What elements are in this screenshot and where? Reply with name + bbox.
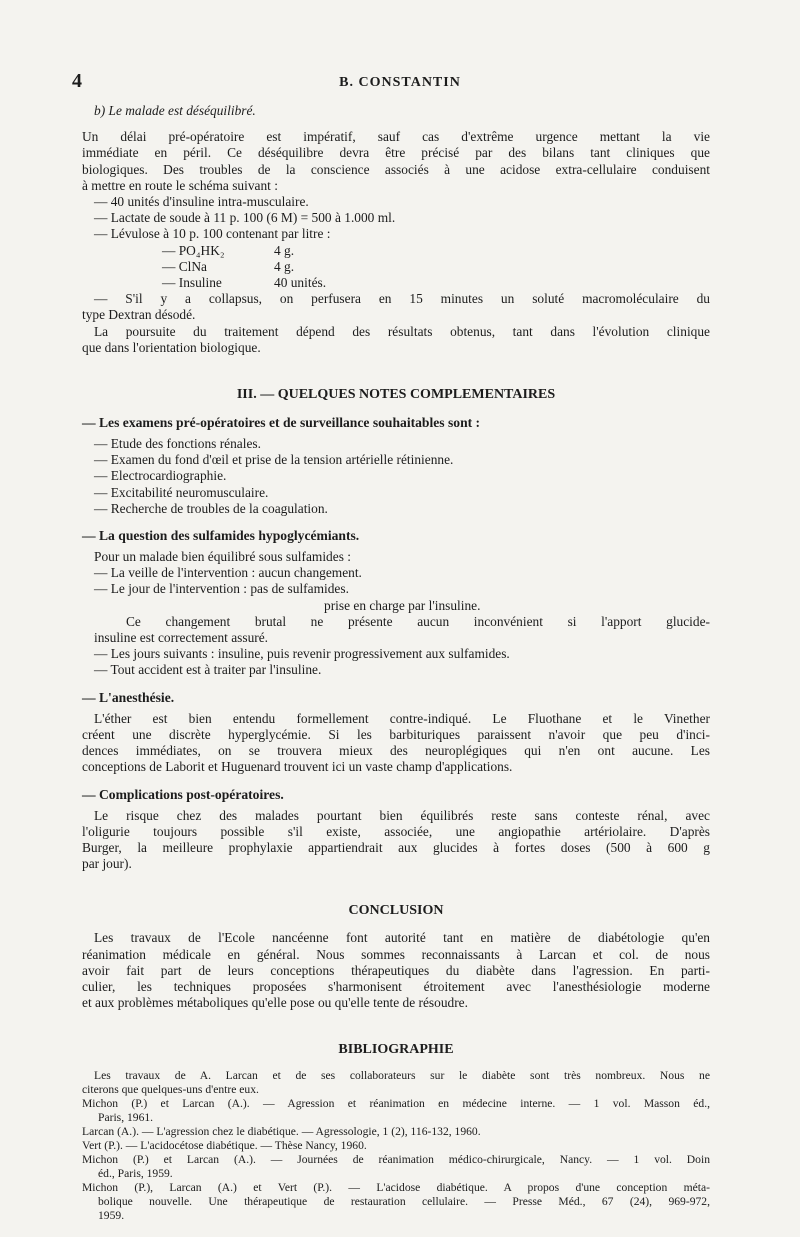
- paragraph-line: insuline est correctement assuré.: [94, 630, 269, 646]
- paragraph-line: réanimation médicale en général. Nous sommes reconnaissants à Larcan et col. de nous: [82, 946, 710, 962]
- paragraph-line: à mettre en route le schéma suivant :: [82, 177, 278, 193]
- paragraph-line: Un délai pré-opératoire est impératif, sauf cas d'extrême urgence mettant la vie: [82, 129, 710, 145]
- exams-heading: — Les examens pré-opératoires et de surveillance souhaitables sont :: [82, 415, 481, 431]
- bibliography-entry-line: bolique nouvelle. Une thérapeutique de restauration cellulaire. — Presse Méd., 67 (24), 969-972,: [98, 1195, 710, 1209]
- list-item: — Etude des fonctions rénales.: [94, 436, 261, 452]
- list-item: — Electrocardiographie.: [94, 468, 227, 484]
- list-item: — Examen du fond d'œil et prise de la tension artérielle rétinienne.: [94, 452, 454, 468]
- complications-heading: — Complications post-opératoires.: [82, 786, 284, 802]
- paragraph-line: que dans l'orientation biologique.: [82, 339, 261, 355]
- list-item: — Excitabilité neuromusculaire.: [94, 484, 269, 500]
- paragraph-line: Les travaux de l'Ecole nancéenne font autorité tant en matière de diabétologie qu'en: [94, 930, 710, 946]
- list-item-continuation: prise en charge par l'insuline.: [324, 597, 481, 613]
- paragraph-line: l'oligurie toujours possible s'il existe, associée, une angiopathie artériolaire. D'après: [82, 823, 710, 839]
- bibliography-intro-line: citerons que quelques-uns d'entre eux.: [82, 1083, 259, 1097]
- sulfamides-heading: — La question des sulfamides hypoglycémiants.: [82, 528, 360, 544]
- paragraph-line: immédiate en péril. Ce déséquilibre devra être précisé par des bilans tant cliniques que: [82, 145, 710, 161]
- sub-item-name: — PO₄HK₂: [162, 242, 225, 258]
- list-item: — Les jours suivants : insuline, puis revenir progressivement aux sulfamides.: [94, 646, 510, 662]
- sub-item-qty: 4 g.: [274, 242, 295, 258]
- list-item: — Le jour de l'intervention : pas de sulfamides.: [94, 581, 349, 597]
- paragraph-line: par jour).: [82, 856, 132, 872]
- bibliography-list: [82, 1069, 710, 1223]
- paragraph-line: La poursuite du traitement dépend des résultats obtenus, tant dans l'évolution clinique: [94, 323, 710, 339]
- bibliography-entry-line: Michon (P.) et Larcan (A.). — Agression et réanimation en médecine interne. — 1 vol. Masson éd.,: [82, 1097, 710, 1111]
- paragraph-line: Pour un malade bien équilibré sous sulfamides :: [94, 549, 351, 565]
- bibliography-entry-line: Michon (P.) et Larcan (A.). — Journées de réanimation médico-chirurgicale, Nancy. — 1 vol. Doin: [82, 1153, 710, 1167]
- paragraph-line: Burger, la meilleure prophylaxie appartiendrait aux glucides à fortes doses (500 à 600 g: [82, 839, 710, 855]
- paragraph-line: Ce changement brutal ne présente aucun inconvénient si l'apport glucide-: [126, 613, 710, 629]
- sub-item-name: — Insuline: [162, 275, 222, 291]
- sub-item-qty: 4 g.: [274, 258, 295, 274]
- bibliography-entry-line: Paris, 1961.: [98, 1111, 154, 1125]
- paragraph-line: et aux problèmes métaboliques qu'elle pose ou qu'elle tente de résoudre.: [82, 995, 468, 1011]
- paragraph-line: culier, les techniques proposées s'harmonisent étroitement avec l'anesthésiologie moderne: [82, 978, 710, 994]
- running-head: B. CONSTANTIN: [339, 75, 461, 90]
- bibliography-entry-line: Vert (P.). — L'acidocétose diabétique. — Thèse Nancy, 1960.: [82, 1139, 367, 1153]
- paragraph-line: avoir fait part de leurs conceptions thérapeutiques du diabète dans l'agression. En parti-: [82, 962, 710, 978]
- bibliography-entry-line: éd., Paris, 1959.: [98, 1167, 173, 1181]
- paragraph-line: Le risque chez des malades pourtant bien équilibrés reste sans conteste rénal, avec: [94, 807, 710, 823]
- paragraph-line: L'éther est bien entendu formellement contre-indiqué. Le Fluothane et le Vinether: [94, 710, 710, 726]
- sub-item-name: — ClNa: [162, 258, 208, 274]
- section-iii-title: III. — QUELQUES NOTES COMPLEMENTAIRES: [236, 387, 556, 403]
- paragraph-line: créent une discrète hyperglycémie. Si les barbituriques paraissent n'avoir que peu d'inci-: [82, 726, 710, 742]
- page-body: [82, 103, 710, 1223]
- anesthesie-heading: — L'anesthésie.: [82, 689, 175, 705]
- sub-list-item: [82, 275, 710, 291]
- list-item: — Tout accident est à traiter par l'insuline.: [94, 662, 322, 678]
- sub-item-qty: 40 unités.: [274, 275, 327, 291]
- bibliography-entry-line: Larcan (A.). — L'agression chez le diabétique. — Agressologie, 1 (2), 116-132, 1960.: [82, 1125, 481, 1139]
- paragraph-line: type Dextran désodé.: [82, 307, 196, 323]
- list-item: — 40 unités d'insuline intra-musculaire.: [94, 194, 309, 210]
- list-item: — Lévulose à 10 p. 100 contenant par litre :: [94, 226, 331, 242]
- list-item: — Lactate de soude à 11 p. 100 (6 M) = 500 à 1.000 ml.: [94, 210, 396, 226]
- paragraph-line: dences immédiates, on se trouvera mieux des neuroplégiques qui n'en ont aucune. Les: [82, 743, 710, 759]
- sub-list-item: [82, 259, 710, 275]
- bibliography-entry-line: Michon (P.), Larcan (A.) et Vert (P.). — L'acidose diabétique. A propos d'une conception méta-: [82, 1181, 710, 1195]
- list-item: — Recherche de troubles de la coagulation.: [94, 500, 328, 516]
- paragraph-line: biologiques. Des troubles de la conscience associés à une acidose extra-cellulaire conduisent: [82, 161, 710, 177]
- section-b-title: b) Le malade est déséquilibré.: [94, 103, 256, 118]
- bibliography-title: BIBLIOGRAPHIE: [338, 1042, 454, 1058]
- bibliography-entry-line: 1959.: [98, 1209, 125, 1223]
- conclusion-title: CONCLUSION: [348, 903, 444, 919]
- page-number: 4: [72, 70, 82, 92]
- list-item: — La veille de l'intervention : aucun changement.: [94, 565, 362, 581]
- bibliography-intro-line: Les travaux de A. Larcan et de ses collaborateurs sur le diabète sont très nombreux. Nous ne: [94, 1069, 710, 1083]
- sub-list-item: [82, 243, 710, 259]
- paragraph-line: — S'il y a collapsus, on perfusera en 15 minutes un soluté macromoléculaire du: [94, 291, 710, 307]
- paragraph-line: conceptions de Laborit et Huguenard trouvent ici un vaste champ d'applications.: [82, 759, 513, 775]
